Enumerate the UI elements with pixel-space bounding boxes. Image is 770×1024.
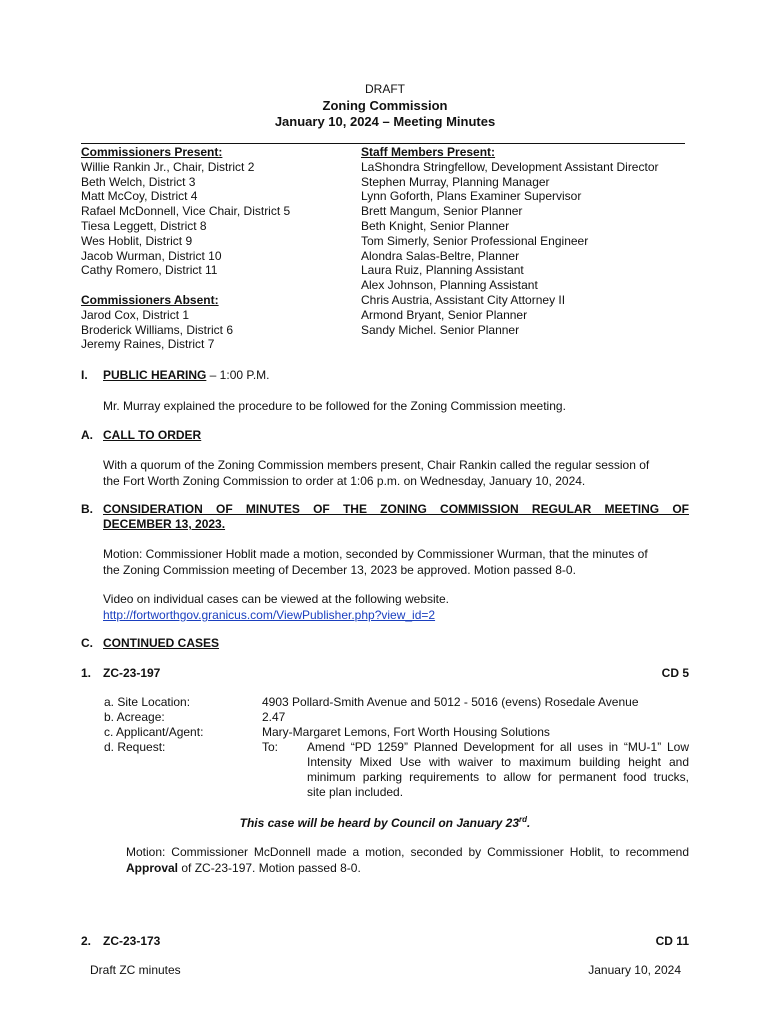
hearing-time: – 1:00 P.M.: [206, 368, 270, 382]
section-heading: PUBLIC HEARING: [103, 368, 207, 382]
case-acreage-row: [0, 710, 770, 725]
field-label: c. Applicant/Agent:: [104, 725, 204, 739]
public-hearing-body: Mr. Murray explained the procedure to be followed for the Zoning Commission meeting.: [103, 399, 566, 413]
staff-member: Sandy Michel. Senior Planner: [361, 322, 520, 337]
commissioners-absent-heading: Commissioners Absent:: [81, 292, 219, 307]
commissioner-present: Wes Hoblit, District 9: [81, 233, 193, 248]
document-title: Zoning Commission: [322, 98, 448, 113]
council-note-suffix: rd: [519, 815, 528, 824]
section-continued-cases: [81, 636, 219, 650]
commissioner-present: Beth Welch, District 3: [81, 174, 196, 189]
commissioners-present-heading: Commissioners Present:: [81, 145, 223, 159]
staff-member: LaShondra Stringfellow, Development Assistant Director: [361, 159, 659, 174]
staff-member: Alex Johnson, Planning Assistant: [361, 278, 538, 293]
case-motion: [126, 844, 689, 876]
header-divider: [81, 143, 685, 144]
footer-left: Draft ZC minutes: [90, 963, 181, 977]
minutes-motion: [103, 546, 689, 578]
staff-member: Laura Ruiz, Planning Assistant: [361, 263, 524, 278]
section-number: I.: [81, 368, 88, 382]
field-value: Mary-Margaret Lemons, Fort Worth Housing Solutions: [262, 725, 550, 739]
request-line: minimum parking requirements to allow for permanent food trucks,: [307, 770, 689, 784]
case-district: CD 11: [655, 934, 689, 948]
motion-result: of ZC-23-197. Motion passed 8-0.: [178, 861, 361, 875]
request-to-label: To:: [262, 740, 279, 754]
field-value: 2.47: [262, 710, 286, 724]
paragraph-line: Motion: Commissioner Hoblit made a motion, seconded by Commissioner Wurman, that the minutes of: [103, 547, 648, 561]
section-call-to-order: [81, 428, 201, 442]
commissioner-present: Jacob Wurman, District 10: [81, 248, 222, 263]
field-label: d. Request:: [104, 740, 166, 754]
section-number: B.: [81, 502, 93, 516]
commissioner-absent: Broderick Williams, District 6: [81, 322, 234, 337]
staff-member: Lynn Goforth, Plans Examiner Supervisor: [361, 189, 582, 204]
staff-member: Armond Bryant, Senior Planner: [361, 307, 528, 322]
request-line: Intensity Mixed Use with waiver to maximum building height and: [307, 755, 689, 769]
request-text: [307, 740, 689, 800]
staff-column: [361, 145, 659, 337]
case-number: 1.: [81, 666, 92, 680]
field-label: b. Acreage:: [104, 710, 165, 724]
paragraph-line: With a quorum of the Zoning Commission members present, Chair Rankin called the regular session of: [103, 458, 650, 472]
paragraph-line: [126, 860, 689, 876]
document-subtitle: January 10, 2024 – Meeting Minutes: [274, 114, 496, 129]
case-district: CD 5: [661, 666, 689, 680]
motion-recommendation: Approval: [126, 861, 179, 875]
case-id: ZC-23-173: [103, 934, 161, 948]
paragraph-line: the Fort Worth Zoning Commission to order at 1:06 p.m. on Wednesday, January 10, 2024.: [103, 474, 586, 488]
section-heading: CONSIDERATION OF MINUTES OF THE ZONING COMMISSION REGULAR MEETING OF: [103, 502, 689, 516]
section-public-hearing: [81, 368, 270, 382]
section-number: C.: [81, 636, 93, 650]
staff-member: Beth Knight, Senior Planner: [361, 218, 510, 233]
field-label: a. Site Location:: [104, 695, 191, 709]
case-number: 2.: [81, 934, 92, 948]
staff-present-heading: Staff Members Present:: [361, 145, 496, 159]
commissioner-absent: Jarod Cox, District 1: [81, 307, 190, 322]
commissioner-present: Tiesa Leggett, District 8: [81, 218, 207, 233]
commissioner-present: Willie Rankin Jr., Chair, District 2: [81, 159, 255, 174]
call-to-order-body: [103, 457, 689, 489]
paragraph-line: Motion: Commissioner McDonnell made a motion, seconded by Commissioner Hoblit, to recommend: [126, 845, 689, 859]
staff-member: Chris Austria, Assistant City Attorney II: [361, 292, 566, 307]
request-line: Amend “PD 1259” Planned Development for all uses in “MU-1” Low: [307, 740, 689, 754]
footer-right: January 10, 2024: [588, 963, 681, 977]
case-id: ZC-23-197: [103, 666, 161, 680]
staff-member: Tom Simerly, Senior Professional Engineer: [361, 233, 589, 248]
case-header: [81, 666, 160, 680]
council-note: [0, 815, 770, 830]
staff-member: Alondra Salas-Beltre, Planner: [361, 248, 520, 263]
video-note: [103, 591, 689, 623]
commissioner-present: Matt McCoy, District 4: [81, 189, 198, 204]
section-minutes: [81, 502, 689, 532]
commissioner-absent: Jeremy Raines, District 7: [81, 337, 215, 352]
council-note-end: .: [527, 816, 531, 830]
case-request-row: [0, 740, 770, 800]
draft-label: DRAFT: [365, 82, 405, 96]
case-agent-row: [0, 725, 770, 740]
section-heading: CALL TO ORDER: [103, 428, 202, 442]
council-note-text: This case will be heard by Council on January 23: [239, 816, 520, 830]
section-number: A.: [81, 428, 93, 442]
case-site-row: [0, 695, 770, 710]
commissioners-column: [81, 145, 290, 352]
field-value: 4903 Pollard-Smith Avenue and 5012 - 5016 (evens) Rosedale Avenue: [262, 695, 639, 709]
staff-member: Stephen Murray, Planning Manager: [361, 174, 550, 189]
section-heading: CONTINUED CASES: [103, 636, 220, 650]
staff-member: Brett Mangum, Senior Planner: [361, 204, 523, 219]
commissioner-present: Cathy Romero, District 11: [81, 263, 218, 278]
video-text: Video on individual cases can be viewed at the following website.: [103, 592, 449, 606]
section-heading-continued: DECEMBER 13, 2023.: [103, 517, 226, 531]
commissioner-present: Rafael McDonnell, Vice Chair, District 5: [81, 204, 291, 219]
request-line: site plan included.: [307, 785, 404, 799]
case-header: [81, 934, 160, 948]
paragraph-line: the Zoning Commission meeting of December 13, 2023 be approved. Motion passed 8-0.: [103, 563, 576, 577]
video-link[interactable]: http://fortworthgov.granicus.com/ViewPublisher.php?view_id=2: [103, 608, 436, 622]
